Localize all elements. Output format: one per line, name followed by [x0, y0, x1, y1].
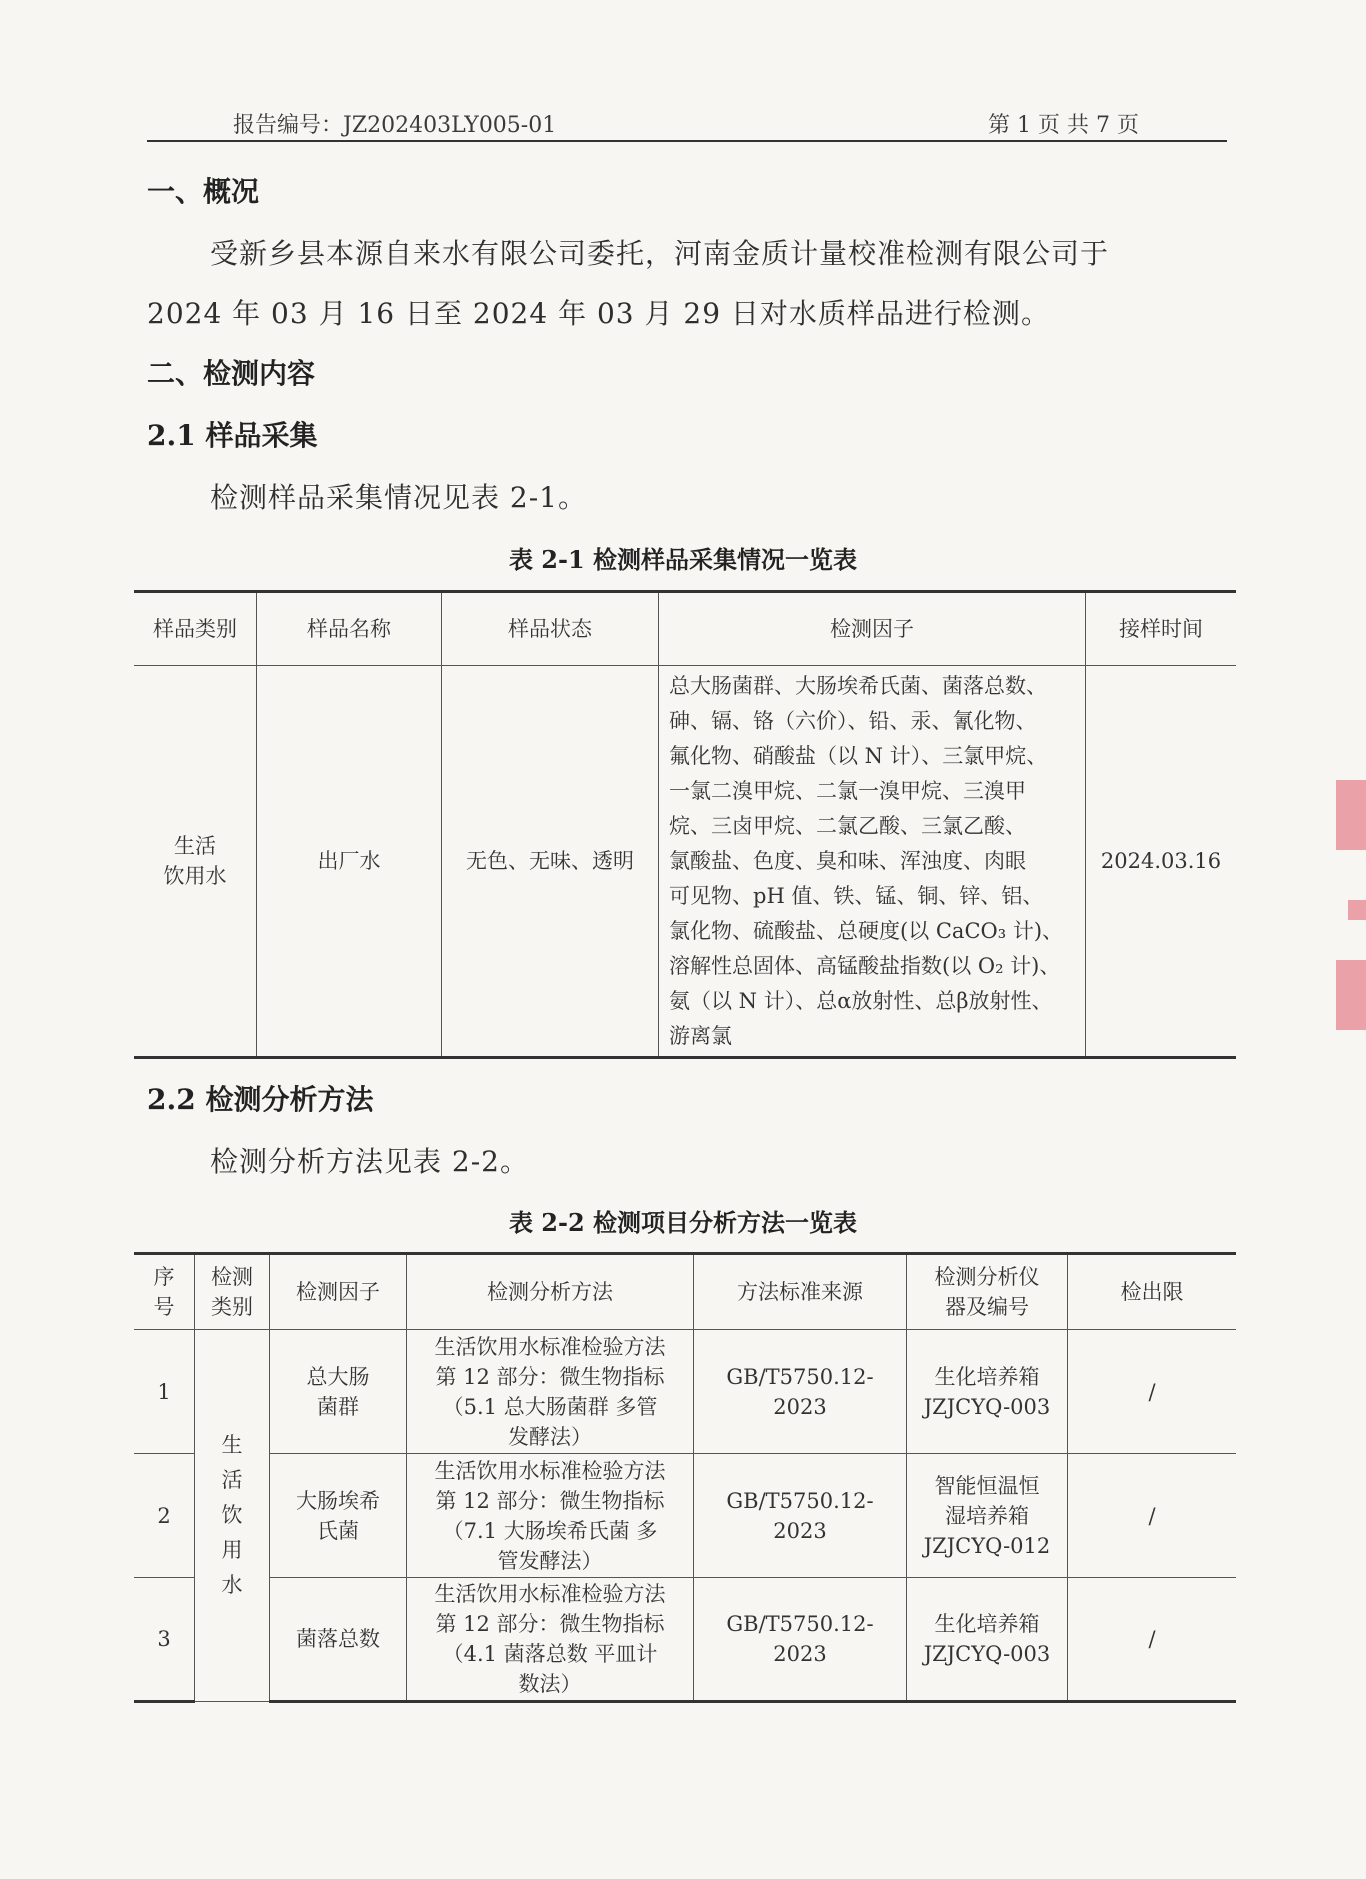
- category-char: 用: [221, 1538, 243, 1562]
- factor-cell: [270, 1330, 407, 1454]
- table-row: [134, 1454, 1236, 1578]
- sample-state-cell: 无色、无味、透明: [442, 666, 659, 1058]
- factor-line: 砷、镉、铬（六价）、铅、汞、氰化物、: [669, 708, 1037, 733]
- factor-line: 氯酸盐、色度、臭和味、浑浊度、肉眼: [669, 848, 1026, 873]
- table2-header-limit: 检出限: [1068, 1254, 1237, 1330]
- method-text: （5.1 总大肠菌群 多管: [442, 1394, 658, 1419]
- table-row: [134, 1578, 1236, 1702]
- method-cell: [407, 1330, 694, 1454]
- table2-header-method: 检测分析方法: [407, 1254, 694, 1330]
- factor-text: 菌群: [317, 1394, 359, 1419]
- sample-name-cell: 出厂水: [257, 666, 442, 1058]
- header-text: 器及编号: [945, 1295, 1029, 1319]
- receipt-date-cell: 2024.03.16: [1086, 666, 1237, 1058]
- category-char: 饮: [221, 1503, 243, 1527]
- source-cell: GB/T5750.12-2023: [694, 1578, 907, 1702]
- instrument-cell: [907, 1578, 1068, 1702]
- factor-line: 烷、三卤甲烷、二氯乙酸、三氯乙酸、: [669, 813, 1026, 838]
- header-text: 类别: [211, 1295, 253, 1319]
- detection-factors-cell: [659, 666, 1086, 1058]
- instrument-text: JZJCYQ-003: [923, 1642, 1051, 1666]
- method-text: 管发酵法）: [497, 1548, 603, 1573]
- instrument-text: 生化培养箱: [934, 1612, 1040, 1636]
- method-text: 发酵法）: [508, 1424, 592, 1449]
- category-char: 活: [221, 1468, 243, 1492]
- method-text: （4.1 菌落总数 平皿计: [442, 1642, 658, 1666]
- method-text: 生活饮用水标准检验方法: [434, 1334, 666, 1359]
- factor-line: 一氯二溴甲烷、二氯一溴甲烷、三溴甲: [669, 778, 1026, 803]
- method-text: （7.1 大肠埃希氏菌 多: [442, 1518, 658, 1543]
- section1-para-line1: 受新乡县本源自来水有限公司委托，河南金质计量校准检测有限公司于: [210, 237, 1110, 270]
- seal-stamp-fragment: [1336, 780, 1366, 850]
- table-row: [134, 666, 1236, 1058]
- subsection-2-1-title: 2.1 样品采集: [147, 419, 318, 452]
- section1-para-line2: 2024 年 03 月 16 日至 2024 年 03 月 29 日对水质样品进行检测。: [147, 297, 1050, 330]
- table1-header-state: 样品状态: [442, 592, 659, 666]
- limit-cell: /: [1068, 1454, 1237, 1578]
- limit-cell: /: [1068, 1330, 1237, 1454]
- header-text: 检测分析仪: [934, 1265, 1040, 1289]
- analysis-method-table: [134, 1252, 1236, 1703]
- table-row: [134, 1330, 1236, 1454]
- subsection-2-2-title: 2.2 检测分析方法: [147, 1083, 374, 1116]
- section1-title: 一、概况: [147, 175, 260, 208]
- table2-header-instrument: [907, 1254, 1068, 1330]
- factor-line: 溶解性总固体、高锰酸盐指数(以 O₂ 计)、: [669, 953, 1061, 978]
- table1-header-category: 样品类别: [134, 592, 257, 666]
- category-line2: 饮用水: [163, 864, 227, 888]
- method-text: 生活饮用水标准检验方法: [434, 1458, 666, 1483]
- method-text: 第 12 部分：微生物指标: [435, 1488, 665, 1513]
- seal-stamp-fragment: [1336, 960, 1366, 1030]
- method-text: 数法）: [518, 1672, 582, 1696]
- row-number: 3: [134, 1578, 195, 1702]
- method-text: 第 12 部分：微生物指标: [435, 1612, 665, 1636]
- subsection-2-2-para: 检测分析方法见表 2-2。: [210, 1145, 529, 1178]
- table2-header-category: [195, 1254, 270, 1330]
- factor-line: 总大肠菌群、大肠埃希氏菌、菌落总数、: [669, 673, 1047, 698]
- factor-line: 游离氯: [669, 1023, 732, 1048]
- category-char: 水: [221, 1573, 243, 1597]
- table2-header-no: [134, 1254, 195, 1330]
- section2-title: 二、检测内容: [147, 357, 316, 390]
- sample-category-cell: [134, 666, 257, 1058]
- sample-collection-table: [134, 590, 1236, 1059]
- method-text: 第 12 部分：微生物指标: [435, 1364, 665, 1389]
- category-cell: [195, 1330, 270, 1702]
- header-text: 号: [153, 1295, 175, 1319]
- factor-line: 氟化物、硝酸盐（以 N 计）、三氯甲烷、: [669, 743, 1048, 768]
- source-cell: GB/T5750.12-2023: [694, 1454, 907, 1578]
- page-info: 第 1 页 共 7 页: [988, 113, 1139, 138]
- seal-stamp-fragment: [1348, 900, 1366, 920]
- category-line1: 生活: [174, 834, 216, 858]
- table2-caption: 表 2-2 检测项目分析方法一览表: [508, 1208, 858, 1237]
- row-number: 2: [134, 1454, 195, 1578]
- header-text: 检测: [211, 1265, 253, 1289]
- factor-line: 氨（以 N 计）、总α放射性、总β放射性、: [669, 988, 1053, 1013]
- row-number: 1: [134, 1330, 195, 1454]
- table2-header-source: 方法标准来源: [694, 1254, 907, 1330]
- instrument-cell: [907, 1454, 1068, 1578]
- method-cell: [407, 1578, 694, 1702]
- table1-header-date: 接样时间: [1086, 592, 1237, 666]
- header-text: 序: [153, 1265, 175, 1289]
- report-number: 报告编号：JZ202403LY005-01: [233, 113, 557, 138]
- subsection-2-1-para: 检测样品采集情况见表 2-1。: [210, 481, 587, 514]
- table1-header-factors: 检测因子: [659, 592, 1086, 666]
- factor-text: 氏菌: [317, 1518, 359, 1543]
- factor-cell: [270, 1454, 407, 1578]
- factor-text: 总大肠: [306, 1364, 370, 1389]
- factor-text: 大肠埃希: [296, 1488, 380, 1513]
- instrument-text: 智能恒温恒: [934, 1473, 1040, 1498]
- table1-header-name: 样品名称: [257, 592, 442, 666]
- factor-line: 氯化物、硫酸盐、总硬度(以 CaCO₃ 计)、: [669, 918, 1064, 943]
- instrument-text: JZJCYQ-003: [923, 1394, 1051, 1419]
- page-header: [147, 108, 1227, 142]
- limit-cell: /: [1068, 1578, 1237, 1702]
- method-cell: [407, 1454, 694, 1578]
- method-text: 生活饮用水标准检验方法: [434, 1582, 666, 1606]
- instrument-text: 生化培养箱: [934, 1364, 1040, 1389]
- instrument-text: 湿培养箱: [945, 1503, 1029, 1528]
- instrument-cell: [907, 1330, 1068, 1454]
- table1-caption: 表 2-1 检测样品采集情况一览表: [508, 545, 858, 574]
- factor-cell: 菌落总数: [270, 1578, 407, 1702]
- source-cell: GB/T5750.12-2023: [694, 1330, 907, 1454]
- factor-line: 可见物、pH 值、铁、锰、铜、锌、铝、: [669, 883, 1044, 908]
- table2-header-factor: 检测因子: [270, 1254, 407, 1330]
- instrument-text: JZJCYQ-012: [923, 1533, 1051, 1558]
- category-char: 生: [221, 1433, 243, 1457]
